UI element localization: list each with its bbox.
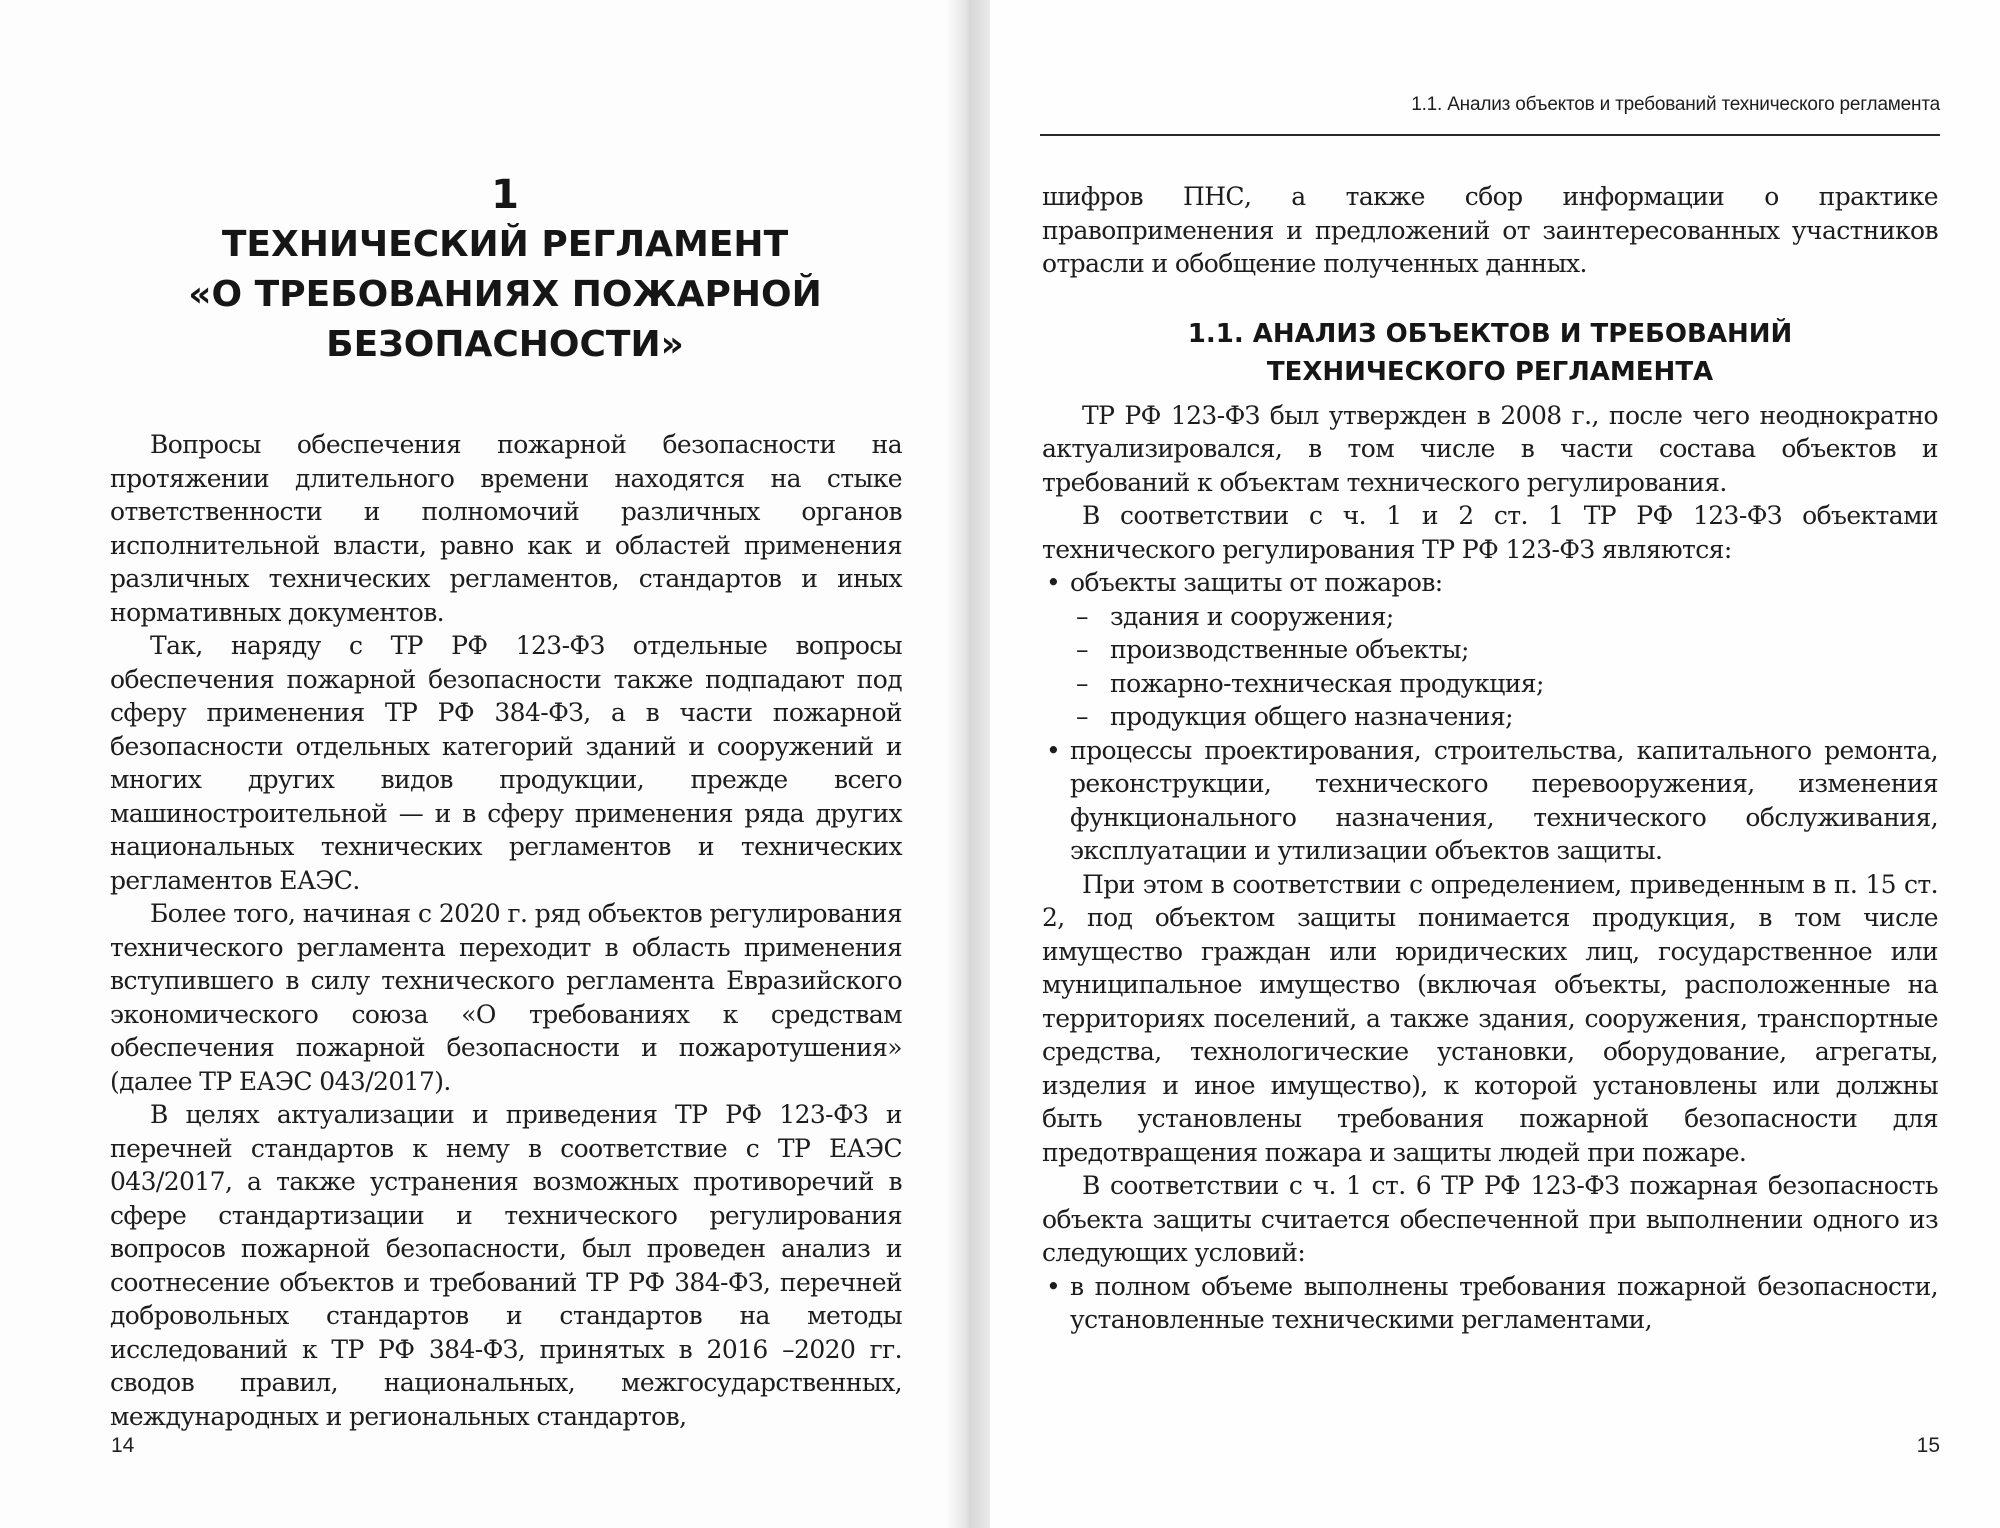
- chapter-title: [110, 220, 900, 370]
- left-page-body: [110, 428, 902, 1433]
- bullet-list: [1042, 566, 1938, 868]
- right-page: [990, 0, 2000, 1528]
- left-page: [0, 0, 948, 1528]
- dash-item: – продукция общего назначения;: [1070, 700, 1938, 734]
- page-number-left: 14: [111, 1434, 135, 1457]
- dash-item: – производственные объекты;: [1070, 633, 1938, 667]
- dash-item: – здания и сооружения;: [1070, 600, 1938, 634]
- paragraph: В соответствии с ч. 1 ст. 6 ТР РФ 123-ФЗ пожарная безопасность объекта защиты считается обеспеченной при выполнении одного из следующих условий:: [1042, 1171, 1938, 1267]
- bullet-item: • в полном объеме выполнены требования пожарной безопасности, установленные техническими регламентами,: [1042, 1270, 1938, 1337]
- chapter-title-line: «О ТРЕБОВАНИЯХ ПОЖАРНОЙ: [188, 274, 822, 315]
- running-head: 1.1. Анализ объектов и требований технического регламента: [1411, 94, 1940, 115]
- dash-list: [1070, 600, 1938, 734]
- chapter-number: 1: [491, 172, 519, 218]
- dash-item: – пожарно-техническая продукция;: [1070, 667, 1938, 701]
- section-heading: [1042, 315, 1938, 391]
- paragraph: Так, наряду с ТР РФ 123-ФЗ отдельные вопросы обеспечения пожарной безопасности также подпадают под сферу применения ТР РФ 384-ФЗ, а в части пожарной безопасности отдельных категорий зданий и сооружений и многих других видов продукции, прежде всего машиностроительной — и в сферу применения ряда других национальных технических регламентов и технических регламентов ЕАЭС.: [110, 631, 902, 895]
- paragraph: Более того, начиная с 2020 г. ряд объектов регулирования технического регламента переходит в область применения вступившего в силу технического регламента Евразийского экономического союза «О требованиях к средствам обеспечения пожарной безопасности и пожаротушения» (далее ТР ЕАЭС 043/2017).: [110, 899, 902, 1096]
- header-rule: [1040, 134, 1940, 136]
- bullet-list: [1042, 1270, 1938, 1337]
- chapter-title-line: БЕЗОПАСНОСТИ»: [326, 324, 684, 365]
- section-title-line: ТЕХНИЧЕСКОГО РЕГЛАМЕНТА: [1266, 356, 1714, 387]
- bullet-item: [1042, 566, 1938, 734]
- bullet-item: • процессы проектирования, строительства, капитального ремонта, реконструкции, технического перевооружения, изменения функционального назначения, технического обслуживания, эксплуатации и утилизации объектов защиты.: [1042, 734, 1938, 868]
- paragraph: В соответствии с ч. 1 и 2 ст. 1 ТР РФ 123-ФЗ объектами технического регулирования ТР РФ 123-ФЗ являются:: [1042, 501, 1938, 564]
- paragraph: При этом в соответствии с определением, приведенным в п. 15 ст. 2, под объектом защиты понимается продукция, в том числе имущество граждан или юридических лиц, государственное или муниципальное имущество (включая объекты, расположенные на территориях поселений, а также здания, сооружения, транспортные средства, технологические установки, оборудование, агрегаты, изделия и иное имущество), к которой установлены или должны быть установлены требования пожарной безопасности для предотвращения пожара и защиты людей при пожаре.: [1042, 869, 1938, 1167]
- page-number-right: 15: [1916, 1434, 1940, 1457]
- paragraph: В целях актуализации и приведения ТР РФ 123-ФЗ и перечней стандартов к нему в соответствие с ТР ЕАЭС 043/2017, а также устранения возможных противоречий в сфере стандартизации и технического регулирования вопросов пожарной безопасности, был проведен анализ и соотнесение объектов и требований ТР РФ 384-ФЗ, перечней добровольных стандартов и стандартов на методы исследований к ТР РФ 384-ФЗ, принятых в 2016 –2020 гг. сводов правил, национальных, межгосударственных, международных и региональных стандартов,: [110, 1100, 902, 1431]
- bullet-text: объекты защиты от пожаров:: [1070, 568, 1443, 597]
- right-page-body: [1042, 180, 1938, 1337]
- chapter-heading: [110, 170, 900, 370]
- paragraph: Вопросы обеспечения пожарной безопасности на протяжении длительного времени находятся на стыке ответственности и полномочий различных органов исполнительной власти, равно как и областей применения различных технических регламентов, стандартов и иных нормативных документов.: [110, 430, 902, 627]
- chapter-title-line: ТЕХНИЧЕСКИЙ РЕГЛАМЕНТ: [221, 224, 789, 265]
- continuation-paragraph: шифров ПНС, а также сбор информации о практике правоприменения и предложений от заинтересованных участников отрасли и обобщение полученных данных.: [1042, 182, 1938, 278]
- section-title-line: 1.1. АНАЛИЗ ОБЪЕКТОВ И ТРЕБОВАНИЙ: [1187, 318, 1793, 349]
- paragraph: ТР РФ 123-ФЗ был утвержден в 2008 г., после чего неоднократно актуализировался, в том числе в части состава объектов и требований к объектам технического регулирования.: [1042, 400, 1938, 497]
- book-gutter: [946, 0, 992, 1528]
